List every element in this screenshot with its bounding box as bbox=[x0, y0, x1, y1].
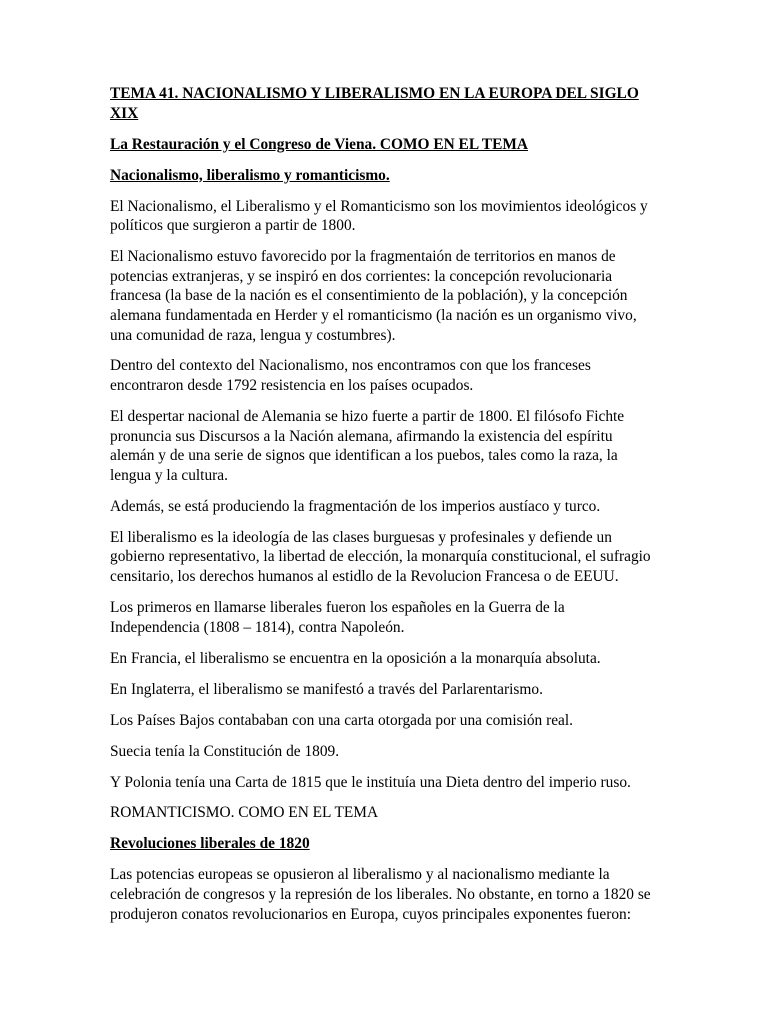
paragraph: Las potencias europeas se opusieron al liberalismo y al nacionalismo mediante la celebración de congresos y la represión de los liberales. No obstante, en torno a 1820 se produjeron conatos revolucionarios en Europa, cuyos principales exponentes fueron: bbox=[110, 866, 651, 923]
section-heading-restauracion: La Restauración y el Congreso de Viena. COMO EN EL TEMA bbox=[110, 135, 528, 153]
document-page bbox=[110, 84, 658, 936]
paragraph: El Nacionalismo estuvo favorecido por la fragmentaión de territorios en manos de potencias extranjeras, y se inspiró en dos corrientes: la concepción revolucionaria francesa (la base de la nación es el consentimiento de la población), y la concepción alemana fundamentada en Herder y el romanticismo (la nación es un organismo vivo, una comunidad de raza, lengua y costumbres). bbox=[110, 248, 637, 344]
paragraph: Suecia tenía la Constitución de 1809. bbox=[110, 742, 340, 760]
paragraph: El Nacionalismo, el Liberalismo y el Romanticismo son los movimientos ideológicos y políticos que surgieron a partir de 1800. bbox=[110, 197, 648, 235]
section-heading-revoluciones-1820: Revoluciones liberales de 1820 bbox=[110, 835, 310, 853]
paragraph: El despertar nacional de Alemania se hizo fuerte a partir de 1800. El filósofo Fichte pronuncia sus Discursos a la Nación alemana, afirmando la existencia del espíritu alemán y de una serie de signos que identifican a los puebos, tales como la raza, la lengua y la cultura. bbox=[110, 408, 625, 484]
paragraph: En Inglaterra, el liberalismo se manifestó a través del Parlarentarismo. bbox=[110, 680, 543, 698]
paragraph: El liberalismo es la ideología de las clases burguesas y profesinales y defiende un gobierno representativo, la libertad de elección, la monarquía constitucional, el sufragio censitario, los derechos humanos al estidlo de la Revolucion Francesa o de EEUU. bbox=[110, 528, 651, 585]
paragraph: Y Polonia tenía una Carta de 1815 que le instituía una Dieta dentro del imperio ruso. bbox=[110, 773, 631, 791]
paragraph: Además, se está produciendo la fragmentación de los imperios austíaco y turco. bbox=[110, 497, 601, 515]
paragraph: En Francia, el liberalismo se encuentra en la oposición a la monarquía absoluta. bbox=[110, 649, 601, 667]
paragraph: Los primeros en llamarse liberales fueron los españoles en la Guerra de la Independencia (1808 – 1814), contra Napoleón. bbox=[110, 598, 565, 636]
section-heading-nacionalismo: Nacionalismo, liberalismo y romanticismo. bbox=[110, 166, 390, 184]
paragraph: Dentro del contexto del Nacionalismo, nos encontramos con que los franceses encontraron desde 1792 resistencia en los países ocupados. bbox=[110, 357, 591, 395]
paragraph: ROMANTICISMO. COMO EN EL TEMA bbox=[110, 804, 379, 822]
document-title: TEMA 41. NACIONALISMO Y LIBERALISMO EN LA EUROPA DEL SIGLO XIX bbox=[110, 85, 639, 122]
paragraph: Los Países Bajos contababan con una carta otorgada por una comisión real. bbox=[110, 711, 574, 729]
